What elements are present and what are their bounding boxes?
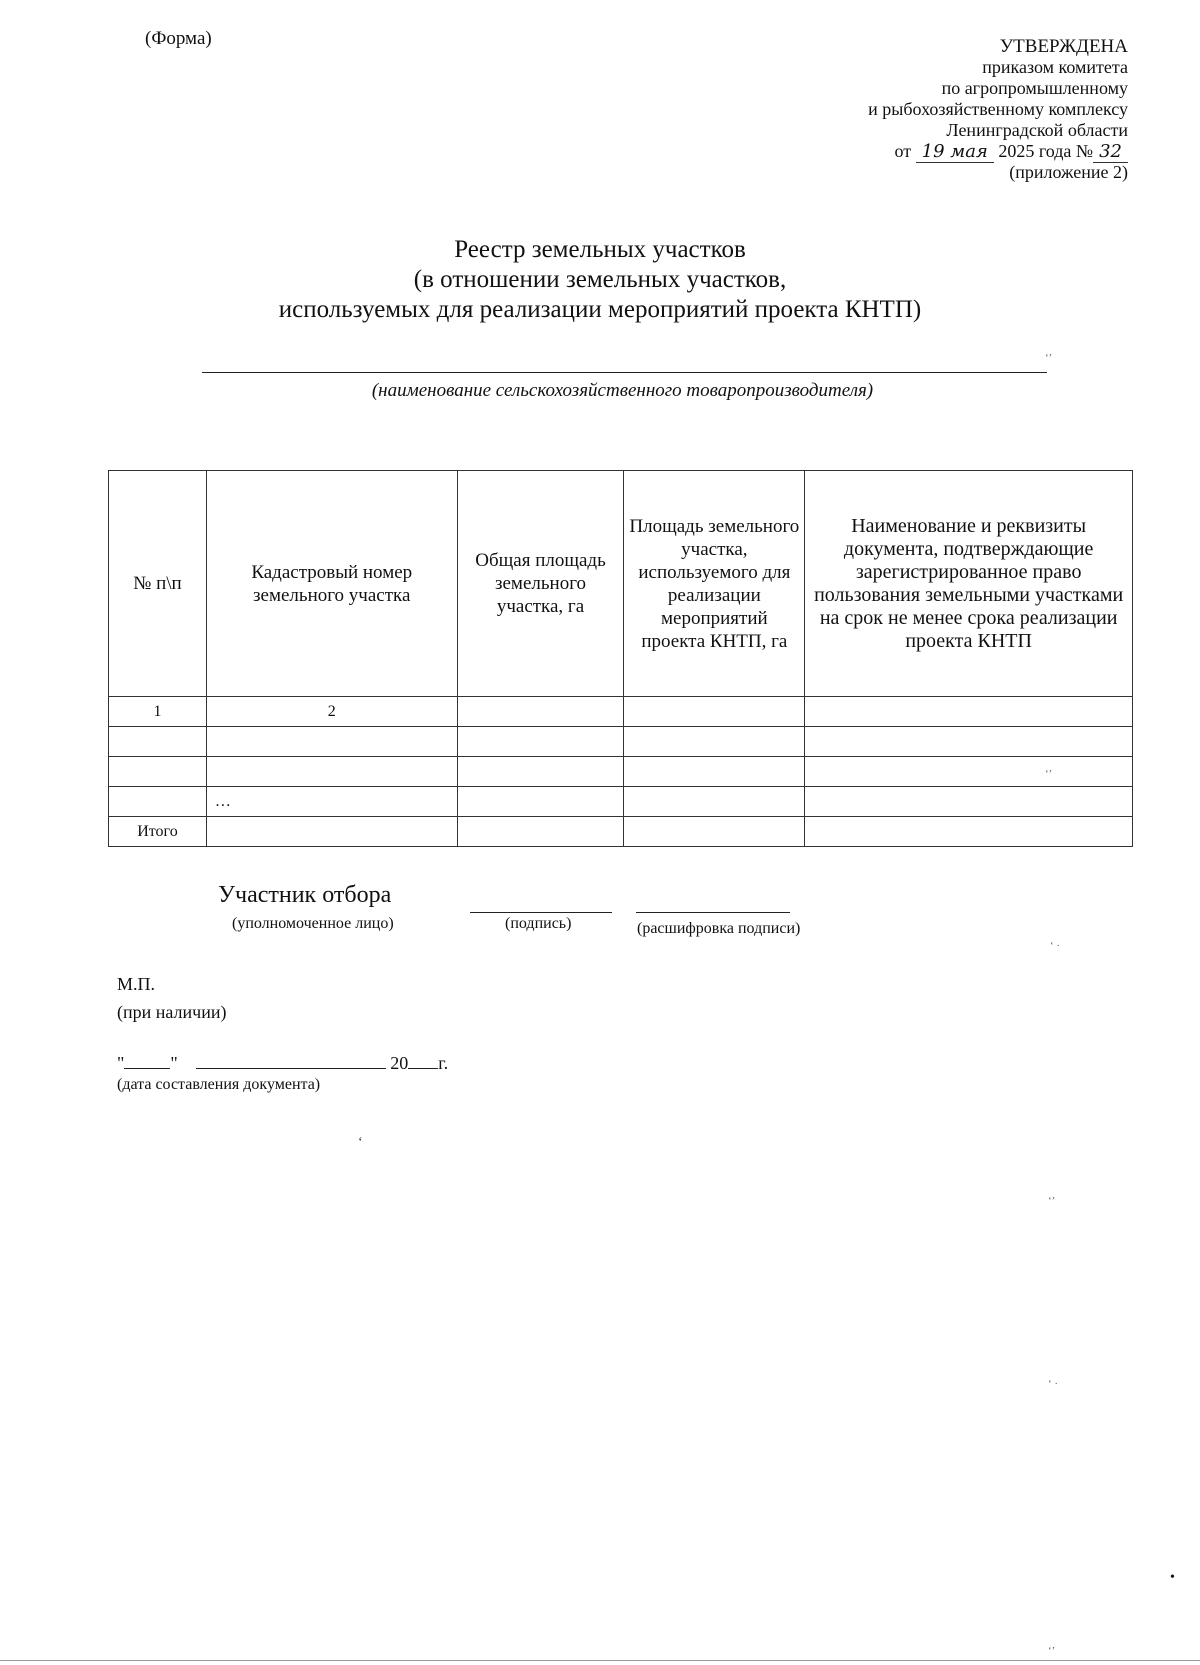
signature-caption: (подпись) bbox=[505, 915, 572, 932]
year-blank bbox=[408, 1052, 438, 1069]
header-total-area: Общая площадь земельного участка, га bbox=[457, 471, 624, 697]
date-open-quote: " bbox=[117, 1053, 125, 1073]
scan-speck: ‘’ bbox=[1045, 352, 1053, 364]
document-date-line bbox=[117, 1052, 448, 1074]
title-line-2: (в отношении земельных участков, bbox=[413, 266, 787, 293]
participant-label: Участник отбора bbox=[218, 882, 392, 908]
handwritten-number: 32 bbox=[1093, 141, 1128, 163]
approval-line-3: и рыбохозяйственному комплексу bbox=[868, 99, 1128, 119]
table-cell bbox=[206, 817, 457, 847]
table-cell bbox=[206, 727, 457, 757]
header-used-area: Площадь земельного участка, используемого для реализации мероприятий проекта КНТП, га bbox=[624, 471, 805, 697]
table-row bbox=[109, 787, 1133, 817]
table-cell bbox=[206, 757, 457, 787]
handwritten-date: 19 мая bbox=[916, 141, 994, 163]
table-row bbox=[109, 757, 1133, 787]
table-header-row bbox=[109, 471, 1133, 697]
table-cell bbox=[624, 757, 805, 787]
land-registry-table bbox=[108, 470, 1133, 847]
producer-name-line bbox=[202, 372, 1047, 373]
table-cell bbox=[805, 787, 1133, 817]
producer-caption: (наименование сельскохозяйственного товаропроизводителя) bbox=[371, 380, 874, 401]
table-cell bbox=[624, 817, 805, 847]
table-numbering-row bbox=[109, 697, 1133, 727]
table-cell bbox=[457, 757, 624, 787]
scan-speck: ‘ · bbox=[1048, 1378, 1059, 1390]
table-cell bbox=[624, 727, 805, 757]
scan-speck: ‘’ bbox=[1048, 1195, 1056, 1207]
year-suffix: г. bbox=[438, 1053, 449, 1073]
table-cell bbox=[109, 757, 207, 787]
title-line-1: Реестр земельных участков bbox=[454, 236, 746, 263]
document-title bbox=[0, 235, 1200, 325]
approval-line-1: приказом комитета bbox=[982, 57, 1128, 77]
approval-title: УТВЕРЖДЕНА bbox=[999, 36, 1128, 57]
month-blank bbox=[196, 1052, 386, 1069]
table-cell bbox=[457, 697, 624, 727]
signature-line bbox=[470, 912, 612, 913]
stamp-block bbox=[117, 970, 226, 1026]
scan-speck: ‘’ bbox=[1045, 768, 1053, 780]
appendix-label: (приложение 2) bbox=[1009, 162, 1128, 182]
header-number: № п\п bbox=[109, 471, 207, 697]
table-cell bbox=[805, 727, 1133, 757]
signature-decode-line bbox=[636, 912, 790, 913]
header-document: Наименование и реквизиты документа, подтверждающие зарегистрированное право пользования земельными участками на срок не менее срока реализации проекта КНТП bbox=[805, 471, 1133, 697]
form-label: (Форма) bbox=[145, 28, 212, 49]
year-prefix: 20 bbox=[390, 1053, 409, 1073]
scan-speck: ‘ · bbox=[1050, 940, 1061, 952]
table-row bbox=[109, 727, 1133, 757]
table-cell: 1 bbox=[109, 697, 207, 727]
table-cell bbox=[805, 757, 1133, 787]
table-cell bbox=[457, 817, 624, 847]
table-cell bbox=[805, 817, 1133, 847]
approval-line-2: по агропромышленному bbox=[941, 78, 1128, 98]
ellipsis-cell: … bbox=[206, 787, 457, 817]
authorized-person-caption: (уполномоченное лицо) bbox=[232, 915, 394, 932]
scan-speck: • bbox=[1170, 1570, 1175, 1585]
date-suffix: 2025 года № bbox=[998, 141, 1094, 161]
table-cell bbox=[109, 727, 207, 757]
approval-date-line bbox=[868, 141, 1128, 162]
table-cell bbox=[457, 787, 624, 817]
table-cell bbox=[805, 697, 1133, 727]
signature-decode-caption: (расшифровка подписи) bbox=[637, 920, 801, 937]
scan-speck: ‘’ bbox=[1048, 1645, 1056, 1657]
day-blank bbox=[124, 1052, 170, 1069]
table-cell bbox=[109, 787, 207, 817]
stamp-if-any: (при наличии) bbox=[117, 1002, 227, 1022]
table-total-row bbox=[109, 817, 1133, 847]
date-caption: (дата составления документа) bbox=[117, 1076, 321, 1093]
approval-block bbox=[868, 36, 1128, 183]
table-cell bbox=[624, 787, 805, 817]
date-prefix: от bbox=[894, 141, 912, 161]
header-cadastral-number: Кадастровый номер земельного участка bbox=[206, 471, 457, 697]
table-cell bbox=[457, 727, 624, 757]
approval-line-4: Ленинградской области bbox=[946, 120, 1128, 140]
table-cell: 2 bbox=[206, 697, 457, 727]
total-label: Итого bbox=[109, 817, 207, 847]
table-cell bbox=[624, 697, 805, 727]
stamp-label: М.П. bbox=[117, 974, 156, 994]
scan-edge-line bbox=[0, 1660, 1200, 1661]
title-line-3: используемых для реализации мероприятий проекта КНТП) bbox=[278, 296, 922, 323]
date-close-quote: " bbox=[170, 1053, 178, 1073]
scan-speck: ‘ bbox=[358, 1135, 363, 1150]
